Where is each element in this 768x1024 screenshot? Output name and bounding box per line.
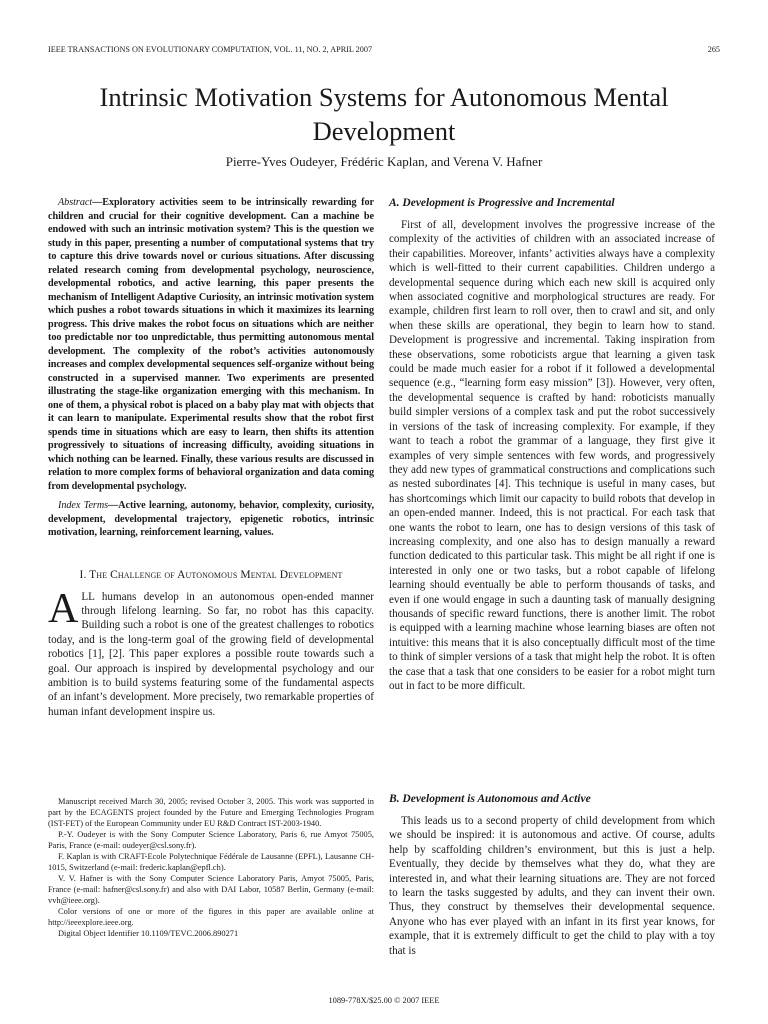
page-number: 265: [707, 45, 720, 54]
abstract-text: —Exploratory activities seem to be intrinsically rewarding for children and crucial for their cognitive development. Can a machine be endowed with such an intrinsic motivation system? This is the question we study in this paper, presenting a number of computational systems that try to capture this drive towards novel or curious situations. After discussing related research coming from developmental psychology, neuroscience, developmental robotics, and active learning, this paper presents the mechanism of Intelligent Adaptive Curiosity, an intrinsic motivation system which pushes a robot towards situations in which it maximizes its learning progress. This drive makes the robot focus on situations which are neither too predictable nor too unpredictable, thus permitting autonomous mental development. The complexity of the robot’s activities autonomously increases and complex developmental sequences self-organize without being constructed in a supervised manner. Two experiments are presented illustrating the stage-like organization emerging with this mechanism. In one of them, a physical robot is placed on a baby play mat with objects that it can learn to manipulate. Experimental results show that the robot first spends time in situations which are easy to learn, then shifts its attention progressively to situations of increasing difficulty, avoiding situations in which nothing can be learned. Finally, these various results are discussed in relation to more complex forms of behavioral organization and data coming from developmental psychology.: [48, 197, 374, 492]
footnote-kaplan: F. Kaplan is with CRAFT-Ecole Polytechnique Fédérale de Lausanne (EPFL), Lausanne CH-1015, Switzerland (e-mail: frederic.kaplan@epfl.ch).: [48, 852, 374, 872]
footnote-hafner: V. V. Hafner is with the Sony Computer Science Laboratory Paris, Amyot 75005, Paris, France (e-mail: hafner@csl.sony.fr) and also with DAI Labor, 10587 Berlin, Germany (e-mail: vvh@ieee.org).: [48, 874, 374, 905]
journal-header: IEEE TRANSACTIONS ON EVOLUTIONARY COMPUTATION, VOL. 11, NO. 2, APRIL 2007: [48, 45, 373, 54]
drop-cap: A: [48, 585, 79, 632]
running-head: [48, 44, 720, 56]
section-heading-1: I. The Challenge of Autonomous Mental Development: [79, 568, 343, 581]
subsection-b-text: This leads us to a second property of child development from which we should be inspired: it is autonomous and active. Of course, adults help by scaffolding children’s environment, but this is just a help. Eventually, they decide by themselves what they do, what they are interested in, and what their learning situations are. They are not forced to learn the tasks suggested by adults, and they can invent their own. Thus, they construct by themselves their developmental sequence. Anyone who has ever played with an infant in its first year knows, for example, that it is extremely difficult to get the child to play with a toy that is: [389, 815, 715, 957]
index-terms-text: —Active learning, autonomy, behavior, complexity, curiosity, development, developmental trajectory, epigenetic robotics, intrinsic motivation, learning, reinforcement learning, values.: [48, 500, 374, 538]
subsection-a-text: First of all, development involves the progressive increase of the complexity of the activities of children with an associated increase of their capabilities. Moreover, infants’ activities always have a complexity which is well-fitted to their current capabilities. Children undergo a developmental sequence during which each new skill is acquired only when associated cognitive and morphological structures are ready. For example, children first learn to roll over, then to crawl and sit, and only when these skills are operational, they begin to learn how to stand. Development is progressive and incremental. Taking inspiration from these observations, some roboticists argue that learning a given task could be made much easier for a robot if it followed a developmental sequence (e.g., “learning form easy mission” [3]). However, very often, the developmental sequence is crafted by hand: roboticists manually build simpler versions of a complex task and put the robot successively in versions of the task of increasing complexity. For example, if they want to teach a robot the grammar of a language, they first give it examples of very simple sentences with few words, and progressively they add new types of grammatical constructions and complications such as nested subordinates [4]. This technique is useful in many cases, but has shortcomings which limit our capacity to build robots that develop in an open-ended manner. Indeed, this is not practical. For each task that one wants the robot to learn, one has to design versions of this task of increasing complexity, and one also has to design manually a reward function dedicated to this particular task. This might be all right if one is interested in only one or two tasks, but a robot capable of lifelong learning should eventually be able to perform thousands of tasks, and even if one would engage in such a daunting task of manually designing thousands of specific reward functions, there is another limit. The robot is equipped with a learning machine whose learning biases are often not intuitive: this means that it is also conceptually difficult most of the time to think of simpler versions of a task that might help the robot. It is often the case that a task that one considers to be easier for a robot might turn out in fact to be more difficult.: [389, 219, 715, 692]
footnotes: [48, 796, 374, 939]
right-column: [389, 196, 715, 693]
copyright-footer: 1089-778X/$25.00 © 2007 IEEE: [328, 996, 440, 1005]
footnote-manuscript: Manuscript received March 30, 2005; revised October 3, 2005. This work was supported in part by the ECAGENTS project founded by the Future and Emerging Technologies Program (IST-FET) of the European Community under EU R&D Contract IST-2003-1940.: [48, 797, 374, 828]
paper-title: Intrinsic Motivation Systems for Autonomous Mental Development: [99, 82, 669, 146]
subsection-heading-a: A. Development is Progressive and Incremental: [389, 197, 615, 209]
abstract-label: Abstract: [58, 197, 93, 208]
index-terms-label: Index Terms: [58, 500, 109, 511]
footnote-color: Color versions of one or more of the figures in this paper are available online at http://ieeexplore.ieee.org.: [48, 907, 374, 927]
section-1-paragraph: [48, 585, 374, 720]
left-column: [48, 196, 374, 719]
footnote-doi: Digital Object Identifier 10.1109/TEVC.2006.890271: [58, 929, 239, 938]
abstract: [48, 196, 374, 493]
index-terms: [48, 499, 374, 540]
paper-authors: Pierre-Yves Oudeyer, Frédéric Kaplan, and Verena V. Hafner: [225, 154, 543, 169]
footnote-oudeyer: P.-Y. Oudeyer is with the Sony Computer Science Laboratory, Paris 6, rue Amyot 75005, Paris, France (e-mail: oudeyer@csl.sony.fr).: [48, 830, 374, 850]
subsection-heading-b: B. Development is Autonomous and Active: [389, 793, 591, 805]
section-1-text: LL humans develop in an autonomous open-ended manner through lifelong learning. So far, no robot has this capacity. Building such a robot is one of the greatest challenges to robotics today, and is the long-term goal of the growing field of developmental robotics [1], [2]. This paper explores a possible route towards such a goal. Our approach is inspired by developmental psychology and our ambition is to build systems featuring some of the fundamental aspects of an infant’s development. More precisely, two remarkable properties of human infant development inspire us.: [48, 590, 374, 718]
right-column-lower: [389, 792, 715, 958]
